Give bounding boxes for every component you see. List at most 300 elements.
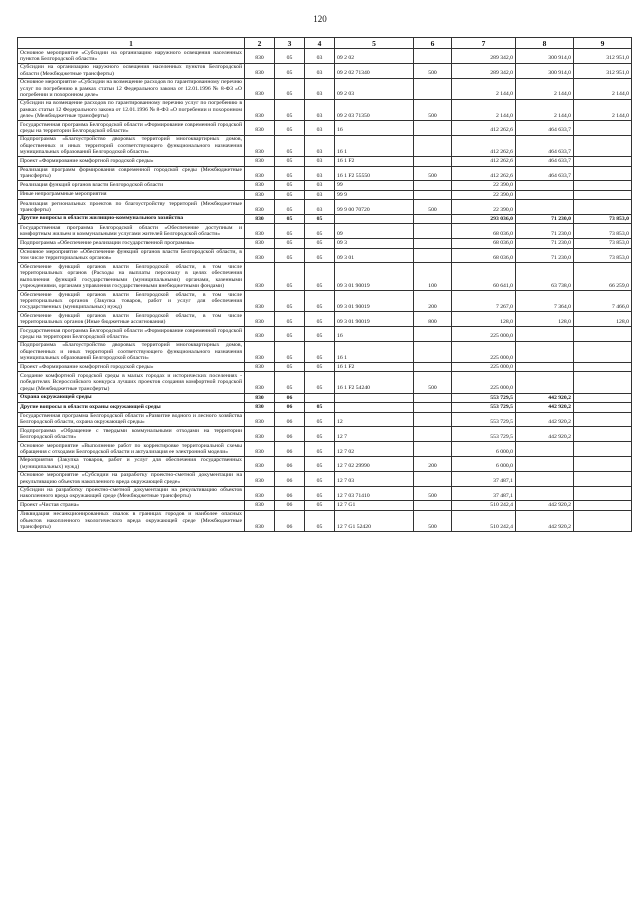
amount-year-3-cell — [574, 157, 632, 166]
table-row — [18, 471, 632, 486]
ministry-code-cell: 830 — [245, 214, 275, 223]
amount-year-2-cell: 2 144,0 — [516, 99, 574, 120]
row-name-cell: Подпрограмма «Благоустройство дворовых территорий многоквартирных домов, общественных и иных территорий соответствующего функционального назначения муниципальных образований Белгородской области» — [18, 135, 245, 156]
row-name-cell: Основное мероприятие «Субсидии на организацию наружного освещения населенных пунктов Белгородской области» — [18, 49, 245, 64]
amount-year-2-cell: 2 144,0 — [516, 78, 574, 99]
amount-year-1-cell: 225 000,0 — [452, 341, 516, 362]
subsection-code-cell: 05 — [305, 363, 335, 372]
expense-type-cell — [414, 157, 452, 166]
table-row — [18, 157, 632, 166]
row-name-cell: Реализация региональных проектов по благоустройству территорий (Межбюджетные трансферты) — [18, 200, 245, 215]
ministry-code-cell: 830 — [245, 456, 275, 471]
amount-year-3-cell — [574, 166, 632, 181]
amount-year-3-cell — [574, 486, 632, 501]
table-row — [18, 341, 632, 362]
amount-year-1-cell: 289 342,0 — [452, 49, 516, 64]
ministry-code-cell: 830 — [245, 442, 275, 457]
section-code-cell: 06 — [275, 403, 305, 412]
ministry-code-cell: 830 — [245, 49, 275, 64]
ministry-code-cell: 830 — [245, 393, 275, 402]
section-code-cell: 06 — [275, 393, 305, 402]
subsection-code-cell: 05 — [305, 471, 335, 486]
expense-type-cell — [414, 393, 452, 402]
amount-year-2-cell: 71 230,0 — [516, 239, 574, 248]
table-row — [18, 99, 632, 120]
column-header: 8 — [516, 38, 574, 49]
row-name-cell: Реализация функций органов власти Белгородской области — [18, 181, 245, 190]
expense-type-cell: 100 — [414, 263, 452, 291]
amount-year-2-cell: 442 920,2 — [516, 403, 574, 412]
target-article-cell: 12 7 03 71410 — [335, 486, 414, 501]
section-code-cell: 05 — [275, 291, 305, 312]
section-code-cell: 05 — [275, 121, 305, 136]
expense-type-cell: 200 — [414, 456, 452, 471]
target-article-cell: 12 7 02 — [335, 442, 414, 457]
row-name-cell: Субсидии на организацию наружного освещения населенных пунктов Белгородской области (Межбюджетные трансферты) — [18, 63, 245, 78]
column-header: 1 — [18, 38, 245, 49]
amount-year-1-cell: 22 390,0 — [452, 190, 516, 199]
ministry-code-cell: 830 — [245, 363, 275, 372]
expense-type-cell: 500 — [414, 166, 452, 181]
amount-year-2-cell: 128,0 — [516, 312, 574, 327]
amount-year-2-cell: 442 920,2 — [516, 427, 574, 442]
amount-year-3-cell: 2 144,0 — [574, 99, 632, 120]
expense-type-cell: 500 — [414, 99, 452, 120]
amount-year-2-cell: 71 230,0 — [516, 248, 574, 263]
section-code-cell: 05 — [275, 372, 305, 393]
amount-year-2-cell: 464 633,7 — [516, 166, 574, 181]
column-header: 4 — [305, 38, 335, 49]
target-article-cell: 12 7 02 29990 — [335, 456, 414, 471]
amount-year-2-cell: 442 920,2 — [516, 501, 574, 510]
row-name-cell: Охрана окружающей среды — [18, 393, 245, 402]
row-name-cell: Основное мероприятие «Обеспечение функций органов власти Белгородской области, в том числе территориальных органов» — [18, 248, 245, 263]
section-code-cell: 06 — [275, 456, 305, 471]
subsection-code-cell: 03 — [305, 181, 335, 190]
subsection-code-cell: 05 — [305, 214, 335, 223]
amount-year-1-cell: 6 000,0 — [452, 442, 516, 457]
expense-type-cell — [414, 427, 452, 442]
amount-year-3-cell — [574, 442, 632, 457]
ministry-code-cell: 830 — [245, 135, 275, 156]
table-row — [18, 263, 632, 291]
amount-year-3-cell: 2 144,0 — [574, 78, 632, 99]
target-article-cell: 16 1 F2 — [335, 157, 414, 166]
subsection-code-cell: 03 — [305, 99, 335, 120]
amount-year-1-cell: 6 000,0 — [452, 456, 516, 471]
row-name-cell: Проект «Формирование комфортной городской среды» — [18, 157, 245, 166]
section-code-cell: 06 — [275, 471, 305, 486]
table-row — [18, 181, 632, 190]
subsection-code-cell: 05 — [305, 239, 335, 248]
amount-year-2-cell: 7 364,0 — [516, 291, 574, 312]
ministry-code-cell: 830 — [245, 121, 275, 136]
amount-year-2-cell — [516, 341, 574, 362]
ministry-code-cell: 830 — [245, 403, 275, 412]
amount-year-2-cell: 442 920,2 — [516, 510, 574, 531]
table-row — [18, 456, 632, 471]
subsection-code-cell: 05 — [305, 403, 335, 412]
section-code-cell: 06 — [275, 501, 305, 510]
ministry-code-cell: 830 — [245, 224, 275, 239]
section-code-cell: 05 — [275, 312, 305, 327]
header-row — [18, 38, 632, 49]
row-name-cell: Субсидии на разработку проектно-сметной документации на рекультивацию объектов накопленного вреда окружающей среде (Межбюджетные трансферты) — [18, 486, 245, 501]
ministry-code-cell: 830 — [245, 190, 275, 199]
amount-year-1-cell: 225 000,0 — [452, 372, 516, 393]
subsection-code-cell: 05 — [305, 291, 335, 312]
expense-type-cell — [414, 239, 452, 248]
target-article-cell: 09 2 02 71340 — [335, 63, 414, 78]
table-row — [18, 166, 632, 181]
subsection-code-cell: 05 — [305, 312, 335, 327]
table-row — [18, 135, 632, 156]
target-article-cell: 09 — [335, 224, 414, 239]
amount-year-3-cell: 73 853,0 — [574, 239, 632, 248]
subsection-code-cell: 05 — [305, 263, 335, 291]
table-body — [18, 49, 632, 532]
amount-year-1-cell: 553 729,5 — [452, 393, 516, 402]
row-name-cell: Подпрограмма «Обеспечение реализации государственной программы» — [18, 239, 245, 248]
ministry-code-cell: 830 — [245, 412, 275, 427]
expense-type-cell — [414, 78, 452, 99]
amount-year-3-cell — [574, 341, 632, 362]
row-name-cell: Создание комфортной городской среды в малых городах и исторических поселениях - победителях Всероссийского конкурса лучших проектов создания комфортной городской среды (Межбюджетные трансферты) — [18, 372, 245, 393]
column-header: 7 — [452, 38, 516, 49]
section-code-cell: 05 — [275, 166, 305, 181]
amount-year-3-cell: 73 853,0 — [574, 248, 632, 263]
amount-year-2-cell — [516, 486, 574, 501]
row-name-cell: Обеспечение функций органов власти Белгородской области, в том числе территориальных органов (Иные бюджетные ассигнования) — [18, 312, 245, 327]
amount-year-2-cell: 464 633,7 — [516, 121, 574, 136]
amount-year-2-cell — [516, 442, 574, 457]
ministry-code-cell: 830 — [245, 486, 275, 501]
table-row — [18, 121, 632, 136]
subsection-code-cell: 05 — [305, 341, 335, 362]
amount-year-3-cell — [574, 427, 632, 442]
amount-year-2-cell — [516, 181, 574, 190]
row-name-cell: Проект «Формирование комфортной городской среды» — [18, 363, 245, 372]
expense-type-cell — [414, 181, 452, 190]
ministry-code-cell: 830 — [245, 99, 275, 120]
ministry-code-cell: 830 — [245, 166, 275, 181]
table-row — [18, 78, 632, 99]
subsection-code-cell: 03 — [305, 63, 335, 78]
amount-year-1-cell: 37 487,1 — [452, 486, 516, 501]
amount-year-3-cell: 7 466,0 — [574, 291, 632, 312]
ministry-code-cell: 830 — [245, 248, 275, 263]
amount-year-1-cell: 553 729,5 — [452, 412, 516, 427]
section-code-cell: 05 — [275, 363, 305, 372]
target-article-cell: 99 9 — [335, 190, 414, 199]
subsection-code-cell: 05 — [305, 486, 335, 501]
column-header: 6 — [414, 38, 452, 49]
amount-year-2-cell — [516, 456, 574, 471]
subsection-code-cell: 03 — [305, 49, 335, 64]
amount-year-1-cell: 60 641,0 — [452, 263, 516, 291]
table-row — [18, 190, 632, 199]
expense-type-cell — [414, 403, 452, 412]
ministry-code-cell: 830 — [245, 510, 275, 531]
expense-type-cell: 800 — [414, 312, 452, 327]
row-name-cell: Основное мероприятие «Субсидии на возмещение расходов по гарантированному перечню услуг по погребению в рамках статьи 12 Федерального закона от 12.01.1996 № 8-ФЗ «О погребении и похоронном деле» — [18, 78, 245, 99]
expense-type-cell — [414, 363, 452, 372]
section-code-cell: 05 — [275, 200, 305, 215]
expense-type-cell — [414, 190, 452, 199]
subsection-code-cell: 05 — [305, 510, 335, 531]
amount-year-2-cell — [516, 471, 574, 486]
section-code-cell: 05 — [275, 214, 305, 223]
expense-type-cell — [414, 471, 452, 486]
table-row — [18, 427, 632, 442]
amount-year-2-cell: 442 920,2 — [516, 393, 574, 402]
subsection-code-cell: 03 — [305, 200, 335, 215]
expense-type-cell — [414, 501, 452, 510]
amount-year-1-cell: 68 036,0 — [452, 248, 516, 263]
amount-year-3-cell — [574, 181, 632, 190]
section-code-cell: 05 — [275, 248, 305, 263]
section-code-cell: 05 — [275, 99, 305, 120]
amount-year-3-cell — [574, 403, 632, 412]
ministry-code-cell: 830 — [245, 63, 275, 78]
target-article-cell: 09 3 01 90019 — [335, 312, 414, 327]
subsection-code-cell: 05 — [305, 327, 335, 342]
subsection-code-cell: 03 — [305, 166, 335, 181]
table-row — [18, 291, 632, 312]
row-name-cell: Иные непрограммные мероприятия — [18, 190, 245, 199]
row-name-cell: Основное мероприятие «Выполнение работ по корректировке территориальной схемы обращения с отходами Белгородской области и актуализация ее электронной модели» — [18, 442, 245, 457]
ministry-code-cell: 830 — [245, 427, 275, 442]
subsection-code-cell: 03 — [305, 190, 335, 199]
amount-year-1-cell: 2 144,0 — [452, 78, 516, 99]
amount-year-3-cell — [574, 363, 632, 372]
table-row — [18, 442, 632, 457]
expense-type-cell — [414, 412, 452, 427]
row-name-cell: Государственная программа Белгородской области «Обеспечение доступным и комфортным жильем и коммунальными услугами жителей Белгородской области» — [18, 224, 245, 239]
row-name-cell: Подпрограмма «Благоустройство дворовых территорий многоквартирных домов, общественных и иных территорий соответствующего функционального назначения муниципальных образований Белгородской области» — [18, 341, 245, 362]
amount-year-2-cell: 442 920,2 — [516, 412, 574, 427]
target-article-cell: 16 1 F2 — [335, 363, 414, 372]
amount-year-1-cell: 289 342,0 — [452, 63, 516, 78]
amount-year-1-cell: 412 262,6 — [452, 135, 516, 156]
amount-year-3-cell — [574, 412, 632, 427]
row-name-cell: Обеспечение функций органов власти Белгородской области, в том числе территориальных органов (Расходы на выплаты персоналу в целях обеспечения выполнения функций государственными (муниципальными) органами, казенными учреждениями, органами управления государственными внебюджетными фондами) — [18, 263, 245, 291]
amount-year-2-cell: 71 230,0 — [516, 214, 574, 223]
table-row — [18, 510, 632, 531]
subsection-code-cell: 05 — [305, 501, 335, 510]
ministry-code-cell: 830 — [245, 181, 275, 190]
amount-year-3-cell — [574, 200, 632, 215]
table-row — [18, 63, 632, 78]
column-header: 2 — [245, 38, 275, 49]
column-header: 5 — [335, 38, 414, 49]
section-code-cell: 05 — [275, 327, 305, 342]
subsection-code-cell: 05 — [305, 456, 335, 471]
amount-year-3-cell — [574, 393, 632, 402]
ministry-code-cell: 830 — [245, 200, 275, 215]
target-article-cell: 12 7 — [335, 427, 414, 442]
subsection-code-cell: 03 — [305, 135, 335, 156]
target-article-cell: 12 — [335, 412, 414, 427]
amount-year-2-cell — [516, 372, 574, 393]
row-name-cell: Субсидии на возмещение расходов по гарантированному перечню услуг по погребению в рамках статьи 12 Федерального закона от 12.01.1996 № 8-ФЗ «О погребении и похоронном деле» (Межбюджетные трансферты) — [18, 99, 245, 120]
target-article-cell: 09 2 03 — [335, 78, 414, 99]
section-code-cell: 06 — [275, 486, 305, 501]
amount-year-3-cell — [574, 190, 632, 199]
subsection-code-cell: 05 — [305, 442, 335, 457]
amount-year-2-cell — [516, 327, 574, 342]
table-row — [18, 486, 632, 501]
section-code-cell: 05 — [275, 135, 305, 156]
section-code-cell: 05 — [275, 341, 305, 362]
amount-year-3-cell: 128,0 — [574, 312, 632, 327]
target-article-cell: 09 2 02 — [335, 49, 414, 64]
ministry-code-cell: 830 — [245, 372, 275, 393]
expense-type-cell: 500 — [414, 510, 452, 531]
target-article-cell: 99 9 00 70720 — [335, 200, 414, 215]
amount-year-2-cell: 464 633,7 — [516, 135, 574, 156]
section-code-cell: 05 — [275, 181, 305, 190]
target-article-cell: 16 1 F2 54240 — [335, 372, 414, 393]
target-article-cell: 12 7 G1 52420 — [335, 510, 414, 531]
ministry-code-cell: 830 — [245, 157, 275, 166]
column-header: 9 — [574, 38, 632, 49]
amount-year-3-cell — [574, 501, 632, 510]
section-code-cell: 06 — [275, 442, 305, 457]
amount-year-3-cell — [574, 456, 632, 471]
expense-type-cell — [414, 214, 452, 223]
target-article-cell: 16 1 — [335, 135, 414, 156]
row-name-cell: Проект «Чистая страна» — [18, 501, 245, 510]
amount-year-1-cell: 68 036,0 — [452, 239, 516, 248]
row-name-cell: Государственная программа Белгородской области «Формирование современной городской среды на территории Белгородской области» — [18, 327, 245, 342]
amount-year-3-cell: 312 951,0 — [574, 63, 632, 78]
target-article-cell: 09 2 03 71350 — [335, 99, 414, 120]
section-code-cell: 06 — [275, 427, 305, 442]
amount-year-1-cell: 225 000,0 — [452, 327, 516, 342]
ministry-code-cell: 830 — [245, 239, 275, 248]
subsection-code-cell: 05 — [305, 248, 335, 263]
target-article-cell: 16 1 — [335, 341, 414, 362]
expense-type-cell — [414, 49, 452, 64]
amount-year-1-cell: 22 390,0 — [452, 181, 516, 190]
expense-type-cell — [414, 135, 452, 156]
amount-year-1-cell: 293 036,0 — [452, 214, 516, 223]
table-row — [18, 403, 632, 412]
table-row — [18, 224, 632, 239]
table-row — [18, 412, 632, 427]
section-code-cell: 06 — [275, 510, 305, 531]
subsection-code-cell: 05 — [305, 427, 335, 442]
amount-year-1-cell: 37 487,1 — [452, 471, 516, 486]
amount-year-1-cell: 412 262,6 — [452, 166, 516, 181]
budget-table — [17, 37, 632, 532]
amount-year-1-cell: 2 144,0 — [452, 99, 516, 120]
subsection-code-cell: 05 — [305, 372, 335, 393]
amount-year-1-cell: 553 729,5 — [452, 427, 516, 442]
expense-type-cell: 500 — [414, 372, 452, 393]
amount-year-1-cell: 68 036,0 — [452, 224, 516, 239]
table-row — [18, 393, 632, 402]
row-name-cell: Подпрограмма «Обращение с твердыми коммунальными отходами на территории Белгородской области» — [18, 427, 245, 442]
ministry-code-cell: 830 — [245, 471, 275, 486]
target-article-cell: 09 3 01 90019 — [335, 291, 414, 312]
amount-year-3-cell: 66 259,0 — [574, 263, 632, 291]
expense-type-cell — [414, 121, 452, 136]
target-article-cell: 99 — [335, 181, 414, 190]
section-code-cell: 05 — [275, 239, 305, 248]
amount-year-2-cell: 63 738,0 — [516, 263, 574, 291]
expense-type-cell: 500 — [414, 486, 452, 501]
row-name-cell: Мероприятия (Закупка товаров, работ и услуг для обеспечения государственных (муниципальных) нужд) — [18, 456, 245, 471]
amount-year-1-cell: 510 242,4 — [452, 510, 516, 531]
amount-year-3-cell: 312 951,0 — [574, 49, 632, 64]
section-code-cell: 05 — [275, 78, 305, 99]
section-code-cell: 05 — [275, 263, 305, 291]
table-row — [18, 200, 632, 215]
target-article-cell: 12 7 03 — [335, 471, 414, 486]
row-name-cell: Основное мероприятие «Субсидии на разработку проектно-сметной документации на рекультивацию объектов накопленного вреда окружающей среде» — [18, 471, 245, 486]
column-header: 3 — [275, 38, 305, 49]
page-number: 120 — [313, 14, 327, 24]
section-code-cell: 05 — [275, 63, 305, 78]
ministry-code-cell: 830 — [245, 501, 275, 510]
target-article-cell — [335, 403, 414, 412]
table-row — [18, 501, 632, 510]
subsection-code-cell: 03 — [305, 157, 335, 166]
expense-type-cell — [414, 224, 452, 239]
amount-year-2-cell: 300 914,0 — [516, 49, 574, 64]
ministry-code-cell: 830 — [245, 312, 275, 327]
row-name-cell: Реализация программ формирования современной городской среды (Межбюджетные трансферты) — [18, 166, 245, 181]
ministry-code-cell: 830 — [245, 341, 275, 362]
section-code-cell: 05 — [275, 157, 305, 166]
section-code-cell: 06 — [275, 412, 305, 427]
section-code-cell: 05 — [275, 224, 305, 239]
row-name-cell: Другие вопросы в области охраны окружающей среды — [18, 403, 245, 412]
expense-type-cell — [414, 327, 452, 342]
amount-year-2-cell — [516, 200, 574, 215]
amount-year-3-cell — [574, 372, 632, 393]
ministry-code-cell: 830 — [245, 327, 275, 342]
target-article-cell — [335, 214, 414, 223]
target-article-cell: 12 7 G1 — [335, 501, 414, 510]
subsection-code-cell: 03 — [305, 121, 335, 136]
row-name-cell: Государственная программа Белгородской области «Развитие водного и лесного хозяйства Белгородской области, охрана окружающей среды» — [18, 412, 245, 427]
amount-year-1-cell: 510 242,4 — [452, 501, 516, 510]
amount-year-2-cell — [516, 363, 574, 372]
target-article-cell: 09 3 01 90019 — [335, 263, 414, 291]
amount-year-1-cell: 412 262,6 — [452, 121, 516, 136]
amount-year-2-cell: 71 230,0 — [516, 224, 574, 239]
table-row — [18, 372, 632, 393]
row-name-cell: Обеспечение функций органов власти Белгородской области, в том числе территориальных органов (Закупка товаров, работ и услуг для обеспечения государственных (муниципальных) нужд) — [18, 291, 245, 312]
table-row — [18, 327, 632, 342]
section-code-cell: 05 — [275, 49, 305, 64]
ministry-code-cell: 830 — [245, 291, 275, 312]
target-article-cell: 16 — [335, 121, 414, 136]
row-name-cell: Государственная программа Белгородской области «Формирование современной городской среды на территории Белгородской области» — [18, 121, 245, 136]
amount-year-1-cell: 7 267,0 — [452, 291, 516, 312]
subsection-code-cell: 05 — [305, 412, 335, 427]
amount-year-1-cell: 225 000,0 — [452, 363, 516, 372]
amount-year-1-cell: 128,0 — [452, 312, 516, 327]
amount-year-2-cell: 464 633,7 — [516, 157, 574, 166]
subsection-code-cell: 05 — [305, 224, 335, 239]
amount-year-2-cell: 300 914,0 — [516, 63, 574, 78]
amount-year-3-cell — [574, 121, 632, 136]
target-article-cell: 09 3 01 — [335, 248, 414, 263]
